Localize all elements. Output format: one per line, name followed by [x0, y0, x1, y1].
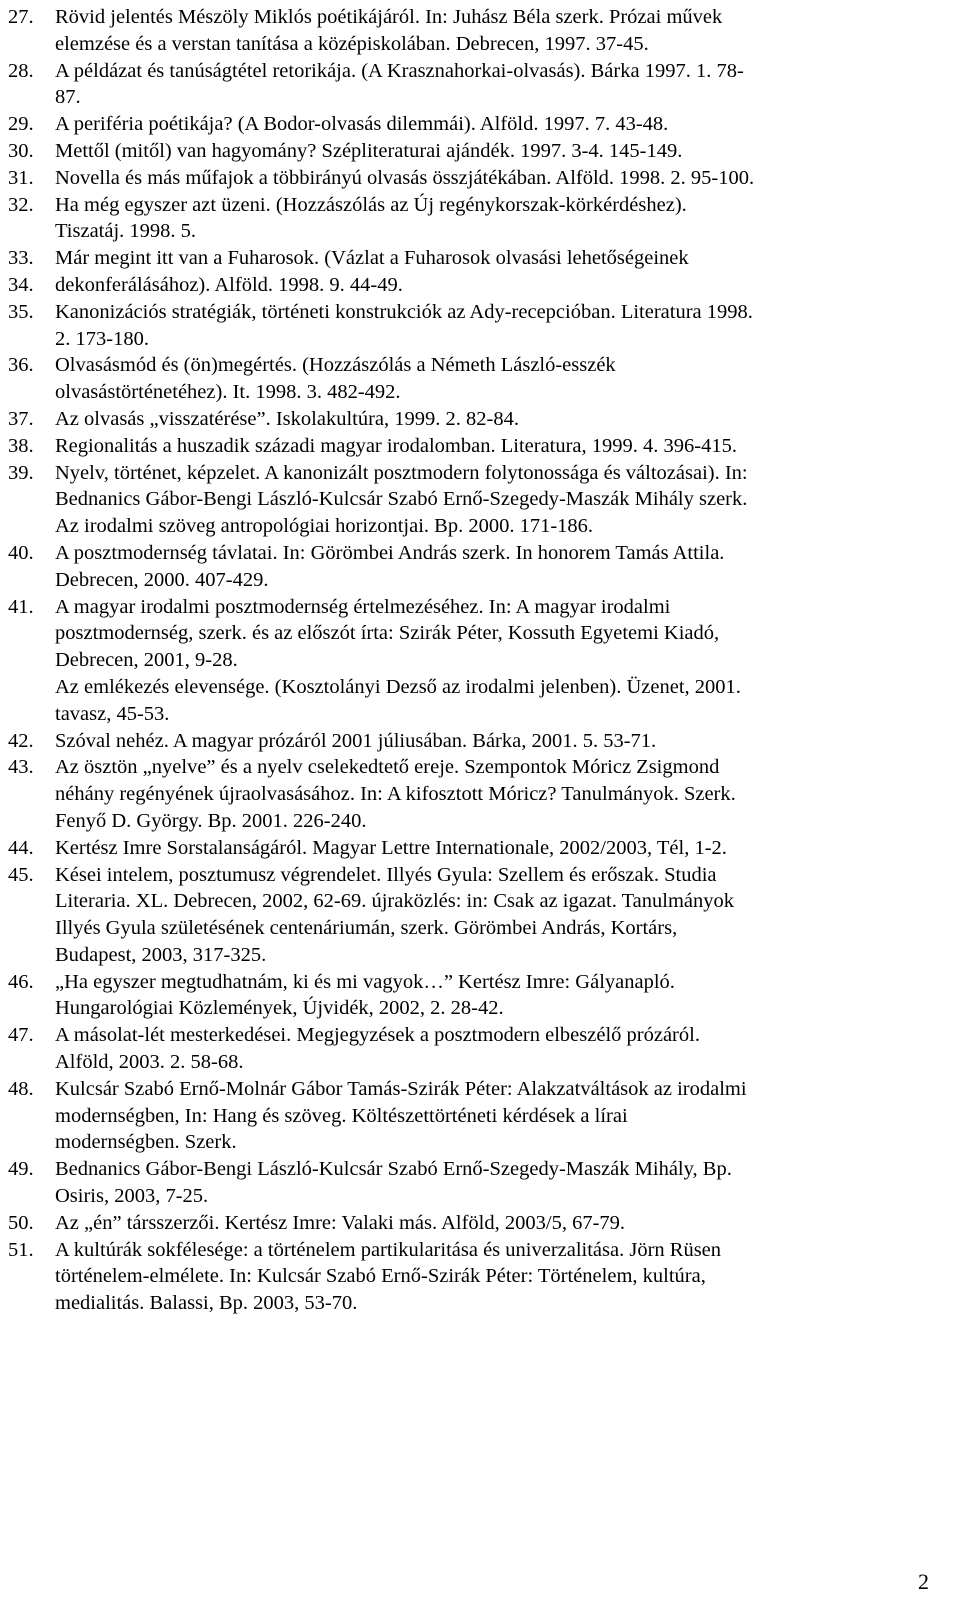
entry-text: Fenyő D. György. Bp. 2001. 226-240.	[55, 809, 367, 832]
bibliography-line	[8, 460, 938, 487]
entry-text: A magyar irodalmi posztmodernség értelmezéséhez. In: A magyar irodalmi	[55, 595, 671, 618]
bibliography-line	[8, 1210, 938, 1237]
entry-number	[8, 379, 55, 406]
entry-text: Kanonizációs stratégiák, történeti konstrukciók az Ady-recepcióban. Literatura 1998.	[55, 300, 753, 323]
bibliography-line	[8, 620, 938, 647]
entry-number	[8, 84, 55, 111]
page-number: 2	[918, 1569, 929, 1594]
entry-number: 38.	[8, 434, 34, 457]
bibliography-line	[8, 31, 938, 58]
bibliography-line	[8, 1156, 938, 1183]
bibliography-line	[8, 406, 938, 433]
entry-number: 40.	[8, 541, 34, 564]
entry-text: Az „én” társszerzői. Kertész Imre: Valaki más. Alföld, 2003/5, 67-79.	[55, 1211, 626, 1234]
entry-text: Ha még egyszer azt üzeni. (Hozzászólás az Új regénykorszak-körkérdéshez).	[55, 193, 687, 216]
entry-number	[8, 1290, 55, 1317]
entry-text: A kultúrák sokfélesége: a történelem partikularitása és univerzalitása. Jörn Rüsen	[55, 1238, 722, 1261]
entry-number	[8, 701, 55, 728]
entry-number	[8, 647, 55, 674]
entry-number	[8, 674, 55, 701]
entry-text: Budapest, 2003, 317-325.	[55, 943, 267, 966]
entry-number	[8, 567, 55, 594]
entry-number	[8, 620, 55, 647]
entry-text: modernségben. Szerk.	[55, 1131, 237, 1154]
bibliography-line	[8, 111, 938, 138]
entry-text: Az irodalmi szöveg antropológiai horizontjai. Bp. 2000. 171-186.	[55, 515, 594, 538]
entry-text: Bednanics Gábor-Bengi László-Kulcsár Szabó Ernő-Szegedy-Maszák Mihály, Bp.	[55, 1158, 732, 1181]
entry-text: Regionalitás a huszadik századi magyar irodalomban. Literatura, 1999. 4. 396-415.	[55, 434, 737, 457]
entry-text: A periféria poétikája? (A Bodor-olvasás dilemmái). Alföld. 1997. 7. 43-48.	[55, 113, 669, 136]
bibliography-line	[8, 942, 938, 969]
entry-text: A példázat és tanúságtétel retorikája. (A Krasznahorkai-olvasás). Bárka 1997. 1. 78-	[55, 59, 744, 82]
bibliography-line	[8, 647, 938, 674]
bibliography-line	[8, 808, 938, 835]
entry-text: Alföld, 2003. 2. 58-68.	[55, 1051, 244, 1074]
bibliography-line	[8, 567, 938, 594]
entry-text: Az olvasás „visszatérése”. Iskolakultúra, 1999. 2. 82-84.	[55, 407, 519, 430]
entry-text: Rövid jelentés Mészöly Miklós poétikájáról. In: Juhász Béla szerk. Prózai művek	[55, 6, 723, 28]
entry-number: 32.	[8, 193, 34, 216]
bibliography-line	[8, 835, 938, 862]
bibliography-line	[8, 299, 938, 326]
entry-number: 44.	[8, 836, 34, 859]
entry-number	[8, 513, 55, 540]
entry-text: A posztmodernség távlatai. In: Görömbei András szerk. In honorem Tamás Attila.	[55, 541, 725, 564]
entry-number: 46.	[8, 970, 34, 993]
bibliography-line	[8, 995, 938, 1022]
bibliography-line	[8, 701, 938, 728]
bibliography-line	[8, 486, 938, 513]
entry-number: 28.	[8, 59, 34, 82]
entry-text: Olvasásmód és (ön)megértés. (Hozzászólás a Németh László-esszék	[55, 354, 616, 377]
bibliography-line	[8, 969, 938, 996]
entry-text: Nyelv, történet, képzelet. A kanonizált posztmodern folytonossága és változásai). In:	[55, 461, 748, 484]
bibliography-line	[8, 1076, 938, 1103]
bibliography-line	[8, 1263, 938, 1290]
entry-number	[8, 1263, 55, 1290]
entry-text: Osiris, 2003, 7-25.	[55, 1185, 209, 1208]
entry-number	[8, 1049, 55, 1076]
entry-text: Illyés Gyula születésének centenáriumán, szerk. Görömbei András, Kortárs,	[55, 917, 678, 940]
entry-text: Kulcsár Szabó Ernő-Molnár Gábor Tamás-Szirák Péter: Alakzatváltások az irodalmi	[55, 1077, 747, 1100]
entry-number: 51.	[8, 1238, 34, 1261]
entry-number	[8, 942, 55, 969]
bibliography-list	[8, 4, 938, 1317]
entry-text: A másolat-lét mesterkedései. Megjegyzések a posztmodern elbeszélő prózáról.	[55, 1024, 700, 1047]
bibliography-line	[8, 245, 938, 272]
bibliography-line	[8, 1129, 938, 1156]
entry-text: Hungarológiai Közlemények, Újvidék, 2002, 2. 28-42.	[55, 997, 504, 1020]
bibliography-line	[8, 594, 938, 621]
bibliography-line	[8, 1022, 938, 1049]
entry-text: Novella és más műfajok a többirányú olvasás összjátékában. Alföld. 1998. 2. 95-100.	[55, 166, 755, 189]
entry-text: Kertész Imre Sorstalanságáról. Magyar Lettre Internationale, 2002/2003, Tél, 1-2.	[55, 836, 727, 859]
bibliography-line	[8, 138, 938, 165]
entry-number: 49.	[8, 1158, 34, 1181]
entry-text: 2. 173-180.	[55, 327, 149, 350]
entry-number	[8, 218, 55, 245]
entry-number	[8, 995, 55, 1022]
bibliography-line	[8, 674, 938, 701]
entry-number: 42.	[8, 729, 34, 752]
bibliography-line	[8, 862, 938, 889]
bibliography-line	[8, 1049, 938, 1076]
entry-text: elemzése és a verstan tanítása a középiskolában. Debrecen, 1997. 37-45.	[55, 32, 649, 55]
entry-number	[8, 1129, 55, 1156]
bibliography-line	[8, 1183, 938, 1210]
bibliography-line	[8, 781, 938, 808]
bibliography-line	[8, 1290, 938, 1317]
entry-text: néhány regényének újraolvasásához. In: A kifosztott Móricz? Tanulmányok. Szerk.	[55, 783, 736, 806]
entry-number	[8, 326, 55, 353]
bibliography-line	[8, 165, 938, 192]
entry-number: 50.	[8, 1211, 34, 1234]
bibliography-line	[8, 379, 938, 406]
entry-number	[8, 31, 55, 58]
entry-text: dekonferálásához). Alföld. 1998. 9. 44-49.	[55, 273, 403, 296]
entry-text: olvasástörténetéhez). It. 1998. 3. 482-492.	[55, 381, 401, 404]
entry-text: „Ha egyszer megtudhatnám, ki és mi vagyok…” Kertész Imre: Gályanapló.	[55, 970, 675, 993]
entry-text: 87.	[55, 86, 81, 109]
entry-number: 33.	[8, 247, 34, 270]
bibliography-line	[8, 84, 938, 111]
entry-text: Az ösztön „nyelve” és a nyelv cselekedtető ereje. Szempontok Móricz Zsigmond	[55, 756, 720, 779]
entry-text: Már megint itt van a Fuharosok. (Vázlat a Fuharosok olvasási lehetőségeinek	[55, 247, 689, 270]
bibliography-line	[8, 192, 938, 219]
entry-text: medialitás. Balassi, Bp. 2003, 53-70.	[55, 1292, 358, 1315]
entry-number: 45.	[8, 863, 34, 886]
entry-text: Kései intelem, posztumusz végrendelet. Illyés Gyula: Szellem és erőszak. Studia	[55, 863, 717, 886]
entry-text: Szóval nehéz. A magyar prózáról 2001 júliusában. Bárka, 2001. 5. 53-71.	[55, 729, 657, 752]
bibliography-line	[8, 754, 938, 781]
bibliography-line	[8, 326, 938, 353]
bibliography-line	[8, 272, 938, 299]
bibliography-line	[8, 915, 938, 942]
entry-number: 34.	[8, 273, 34, 296]
entry-text: Debrecen, 2000. 407-429.	[55, 568, 269, 591]
entry-text: Debrecen, 2001, 9-28.	[55, 649, 238, 672]
entry-number: 43.	[8, 756, 34, 779]
bibliography-line	[8, 540, 938, 567]
entry-number: 31.	[8, 166, 34, 189]
entry-number: 48.	[8, 1077, 34, 1100]
entry-number: 36.	[8, 354, 34, 377]
entry-number: 29.	[8, 113, 34, 136]
bibliography-line	[8, 888, 938, 915]
entry-text: modernségben, In: Hang és szöveg. Költészettörténeti kérdések a lírai	[55, 1104, 628, 1127]
bibliography-line	[8, 728, 938, 755]
entry-text: történelem-elmélete. In: Kulcsár Szabó Ernő-Szirák Péter: Történelem, kultúra,	[55, 1265, 706, 1288]
entry-text: tavasz, 45-53.	[55, 702, 170, 725]
entry-number: 30.	[8, 139, 34, 162]
entry-number: 35.	[8, 300, 34, 323]
entry-number: 39.	[8, 461, 34, 484]
entry-number: 47.	[8, 1024, 34, 1047]
entry-number	[8, 486, 55, 513]
bibliography-line	[8, 352, 938, 379]
entry-number	[8, 781, 55, 808]
entry-text: Mettől (mitől) van hagyomány? Szépliteraturai ajándék. 1997. 3-4. 145-149.	[55, 139, 683, 162]
entry-number	[8, 1103, 55, 1130]
entry-text: Az emlékezés elevensége. (Kosztolányi Dezső az irodalmi jelenben). Üzenet, 2001.	[55, 675, 741, 698]
entry-number	[8, 808, 55, 835]
bibliography-line	[8, 433, 938, 460]
entry-number: 27.	[8, 6, 34, 28]
entry-text: Tiszatáj. 1998. 5.	[55, 220, 197, 243]
bibliography-line	[8, 4, 938, 31]
entry-text: Bednanics Gábor-Bengi László-Kulcsár Szabó Ernő-Szegedy-Maszák Mihály szerk.	[55, 488, 748, 511]
entry-number	[8, 915, 55, 942]
entry-text: Literaria. XL. Debrecen, 2002, 62-69. újraközlés: in: Csak az igazat. Tanulmányok	[55, 890, 735, 913]
bibliography-line	[8, 513, 938, 540]
entry-text: posztmodernség, szerk. és az előszót írta: Szirák Péter, Kossuth Egyetemi Kiadó,	[55, 622, 720, 645]
entry-number	[8, 888, 55, 915]
entry-number: 37.	[8, 407, 34, 430]
entry-number	[8, 1183, 55, 1210]
entry-number: 41.	[8, 595, 34, 618]
bibliography-line	[8, 1237, 938, 1264]
bibliography-line	[8, 218, 938, 245]
bibliography-line	[8, 1103, 938, 1130]
bibliography-line	[8, 58, 938, 85]
